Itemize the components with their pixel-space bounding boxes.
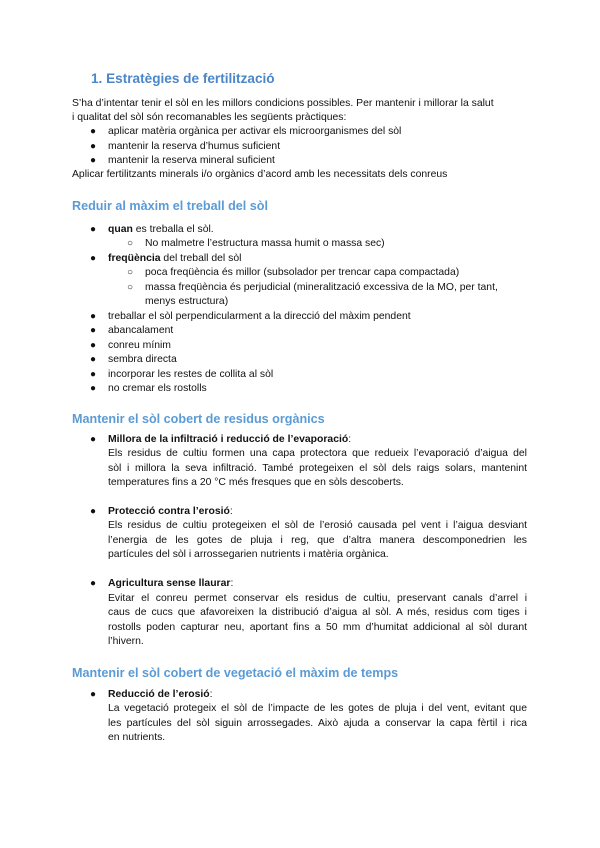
- paragraph-line: La vegetació protegeix el sòl de l’impacte de les gotes de pluja i del vent, evitant que: [108, 703, 527, 714]
- sub-list-item: massa freqüència és perjudicial (mineralització excessiva de la MO, per tant,: [145, 282, 498, 293]
- item-title-colon: :: [348, 434, 352, 445]
- bullet-icon: ●: [90, 126, 97, 137]
- sub-bullet-icon: ○: [127, 267, 134, 278]
- paragraph-line: i qualitat del sòl són recomanables les següents pràctiques:: [72, 112, 347, 123]
- bullet-icon: ●: [90, 369, 97, 380]
- bullet-icon: ●: [90, 253, 97, 264]
- bullet-icon: ●: [90, 354, 97, 365]
- list-item: mantenir la reserva mineral suficient: [108, 155, 275, 166]
- bullet-icon: ●: [90, 340, 97, 351]
- sub-bullet-icon: ○: [127, 282, 134, 293]
- item-title: Agricultura sense llaurar: [108, 578, 231, 589]
- item-title-colon: :: [209, 689, 213, 700]
- section-title-fertilitzacio: 1. Estratègies de fertilització: [91, 71, 275, 86]
- bullet-icon: ●: [90, 311, 97, 322]
- bullet-icon: ●: [90, 383, 97, 394]
- paragraph-line: temperatures fins a 20 °C més fresques que en sòls descoberts.: [108, 477, 404, 488]
- list-item-heading: [108, 433, 351, 448]
- paragraph-line: rostolls poden capturar neu, aportant fins a 50 mm d’humitat addicional al sòl durant: [108, 622, 527, 633]
- sub-list-item: No malmetre l’estructura massa humit o massa sec): [145, 238, 385, 249]
- list-item-heading: [108, 688, 213, 703]
- section-title-residus: Mantenir el sòl cobert de residus orgànics: [72, 412, 325, 426]
- paragraph-line: caus de cucs que afavoreixen la distribució d’aigua al sòl. A més, residus com tiges i: [108, 607, 527, 618]
- list-item: conreu mínim: [108, 340, 171, 351]
- list-item-text: del treball del sòl: [160, 253, 242, 264]
- list-item: treballar el sòl perpendicularment a la direcció del màxim pendent: [108, 311, 411, 322]
- list-item-heading: [108, 577, 233, 592]
- paragraph-line: Els residus de cultiu protegeixen el sòl de l’erosió causada pel vent i l’aigua desviant: [108, 520, 527, 531]
- paragraph-line: en nutrients.: [108, 732, 166, 743]
- bullet-icon: ●: [90, 506, 97, 517]
- list-item-text: es treballa el sòl.: [132, 224, 214, 235]
- item-title: Millora de la infiltració i reducció de l’evaporació: [108, 434, 349, 445]
- sub-bullet-icon: ○: [127, 238, 134, 249]
- sub-list-item-continued: menys estructura): [145, 296, 229, 307]
- paragraph-line: sòl i millora la seva infiltració. També protegeixen el sòl dels raigs solars, mantenint: [108, 463, 527, 474]
- bullet-icon: ●: [90, 325, 97, 336]
- list-item-keyword: freqüència: [108, 253, 161, 264]
- bullet-icon: ●: [90, 578, 97, 589]
- paragraph-line: les partícules del sòl siguin arrossegades. Això ajuda a conservar la capa fèrtil i rica: [108, 718, 527, 729]
- paragraph-line: l’hivern.: [108, 636, 144, 647]
- list-item: no cremar els rostolls: [108, 383, 207, 394]
- paragraph-line: Els residus de cultiu formen una capa protectora que redueix l’evaporació d’aigua del: [108, 448, 527, 459]
- list-item: incorporar les restes de collita al sòl: [108, 369, 274, 380]
- list-item-heading: [108, 505, 233, 520]
- paragraph-line: S’ha d’intentar tenir el sòl en les millors condicions possibles. Per mantenir i millorar la salut: [72, 98, 494, 109]
- list-item-keyword: quan: [108, 224, 133, 235]
- paragraph-line: partícules del sòl i arrossegarien nutrients i matèria orgànica.: [108, 549, 389, 560]
- sub-list-item: poca freqüència és millor (subsolador per trencar capa compactada): [145, 267, 460, 278]
- list-item: mantenir la reserva d’humus suficient: [108, 141, 281, 152]
- list-item: [108, 223, 214, 238]
- list-item: abancalament: [108, 325, 174, 336]
- item-title-colon: :: [230, 578, 234, 589]
- item-title: Reducció de l’erosió: [108, 689, 210, 700]
- list-item: aplicar matèria orgànica per activar els microorganismes del sòl: [108, 126, 402, 137]
- bullet-icon: ●: [90, 689, 97, 700]
- bullet-icon: ●: [90, 155, 97, 166]
- section-title-vegetacio: Mantenir el sòl cobert de vegetació el màxim de temps: [72, 666, 399, 680]
- bullet-icon: ●: [90, 224, 97, 235]
- item-title-colon: :: [229, 506, 233, 517]
- section-title-reduir: Reduir al màxim el treball del sòl: [72, 199, 268, 213]
- list-item: sembra directa: [108, 354, 177, 365]
- bullet-icon: ●: [90, 434, 97, 445]
- paragraph-line: Evitar el conreu permet conservar els residus de cultiu, preservant canals d’arrel i: [108, 593, 527, 604]
- item-title: Protecció contra l’erosió: [108, 506, 230, 517]
- paragraph-line: l’energia de les gotes de pluja i reg, que d’altra manera descomponedrien les: [108, 535, 527, 546]
- list-item: [108, 252, 241, 267]
- bullet-icon: ●: [90, 141, 97, 152]
- paragraph-line: Aplicar fertilitzants minerals i/o orgànics d’acord amb les necessitats dels conreus: [72, 169, 448, 180]
